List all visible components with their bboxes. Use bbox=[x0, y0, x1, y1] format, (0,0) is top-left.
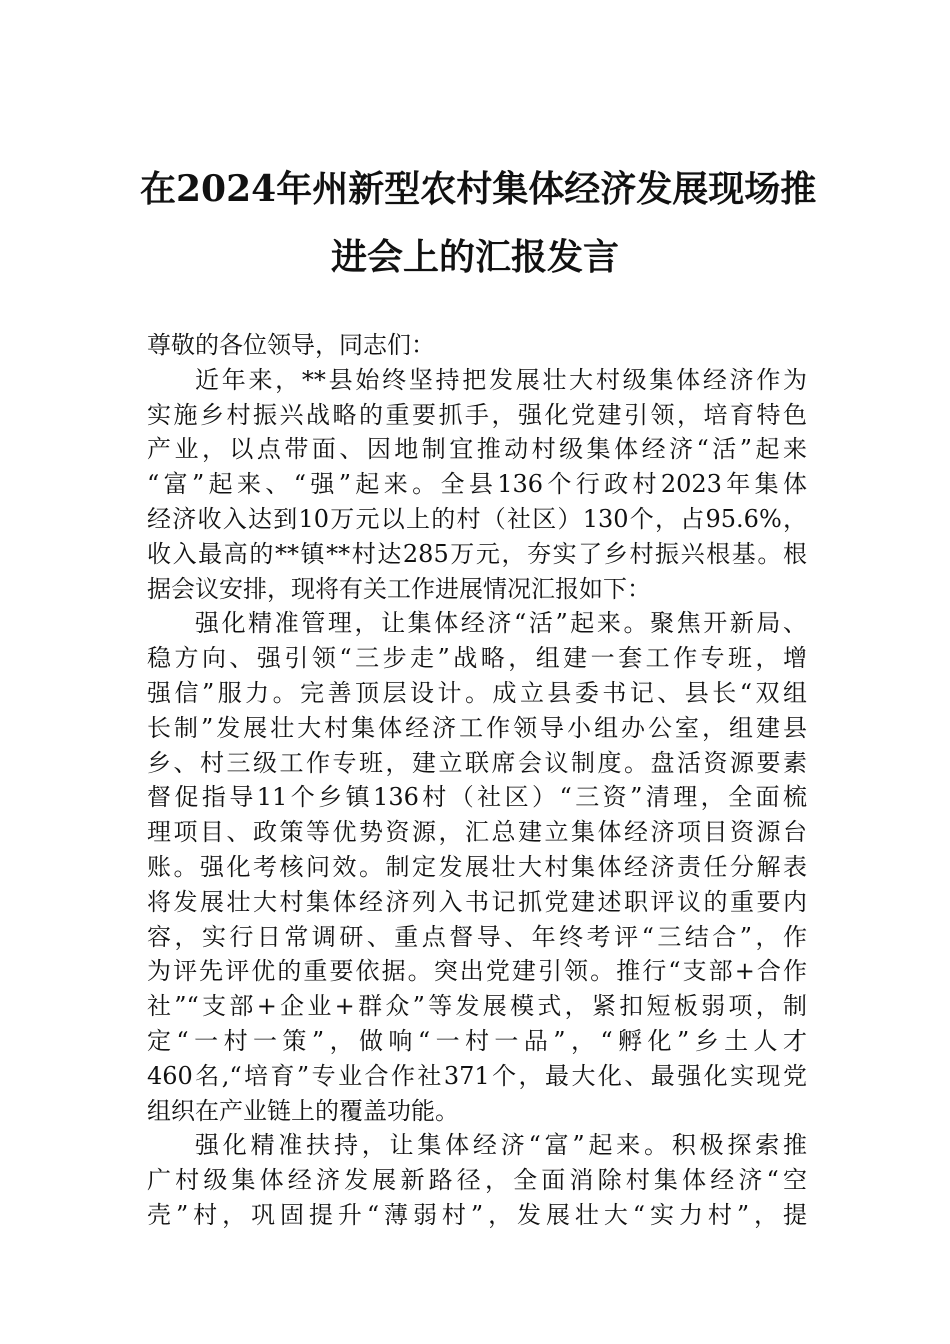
paragraph-1 bbox=[147, 363, 807, 607]
paragraph-line: 广村级集体经济发展新路径，全面消除村集体经济“空 bbox=[147, 1166, 807, 1195]
paragraph-line: 理项目、政策等优势资源，汇总建立集体经济项目资源台 bbox=[147, 818, 807, 847]
paragraph-line: “富”起来、“强”起来。全县136个行政村2023年集体 bbox=[147, 470, 807, 499]
paragraph-line: 账。强化考核问效。制定发展壮大村集体经济责任分解表 bbox=[147, 852, 807, 881]
paragraph-2 bbox=[147, 606, 807, 1128]
paragraph-line: 460名,“培育”专业合作社371个，最大化、最强化实现党 bbox=[147, 1061, 807, 1090]
paragraph-line: 收入最高的**镇**村达285万元，夯实了乡村振兴根基。根 bbox=[147, 539, 807, 568]
paragraph-line: 乡、村三级工作专班，建立联席会议制度。盘活资源要素 bbox=[147, 748, 807, 777]
paragraph-line: 据会议安排，现将有关工作进展情况汇报如下： bbox=[147, 574, 651, 603]
title-line-1: 在2024年州新型农村集体经济发展现场推 bbox=[140, 168, 817, 210]
paragraph-line: 近年来，**县始终坚持把发展壮大村级集体经济作为 bbox=[195, 365, 807, 394]
paragraph-line: 实施乡村振兴战略的重要抓手，强化党建引领，培育特色 bbox=[147, 400, 807, 429]
paragraph-line: 社”“支部+企业+群众”等发展模式，紧扣短板弱项，制 bbox=[147, 992, 807, 1021]
paragraph-line: 容，实行日常调研、重点督导、年终考评“三结合”，作 bbox=[147, 922, 807, 951]
salutation: 尊敬的各位领导，同志们： bbox=[147, 331, 435, 359]
document-body bbox=[147, 328, 807, 1233]
paragraph-line: 强化精准扶持，让集体经济“富”起来。积极探索推 bbox=[195, 1131, 807, 1160]
paragraph-line: 壳”村，巩固提升“薄弱村”，发展壮大“实力村”，提 bbox=[147, 1200, 807, 1229]
paragraph-line: 组织在产业链上的覆盖功能。 bbox=[147, 1096, 459, 1125]
title-line-2: 进会上的汇报发言 bbox=[330, 236, 619, 278]
paragraph-line: 督促指导11个乡镇136村（社区）“三资”清理，全面梳 bbox=[147, 783, 807, 812]
document-title bbox=[140, 155, 817, 291]
paragraph-line: 稳方向、强引领“三步走”战略，组建一套工作专班，增 bbox=[147, 644, 807, 673]
paragraph-line: 长制”发展壮大村集体经济工作领导小组办公室，组建县 bbox=[147, 713, 807, 742]
paragraph-line: 将发展壮大村集体经济列入书记抓党建述职评议的重要内 bbox=[147, 887, 807, 916]
paragraph-line: 强化精准管理，让集体经济“活”起来。聚焦开新局、 bbox=[195, 609, 807, 638]
paragraph-3 bbox=[147, 1128, 807, 1232]
paragraph-line: 产业，以点带面、因地制宜推动村级集体经济“活”起来 bbox=[147, 435, 807, 464]
paragraph-line: 经济收入达到10万元以上的村（社区）130个，占95.6%， bbox=[147, 504, 807, 533]
paragraph-line: 强信”服力。完善顶层设计。成立县委书记、县长“双组 bbox=[147, 678, 807, 707]
paragraph-line: 为评先评优的重要依据。突出党建引领。推行“支部+合作 bbox=[147, 957, 807, 986]
paragraph-line: 定“一村一策”，做响“一村一品”，“孵化”乡土人才 bbox=[147, 1026, 807, 1055]
